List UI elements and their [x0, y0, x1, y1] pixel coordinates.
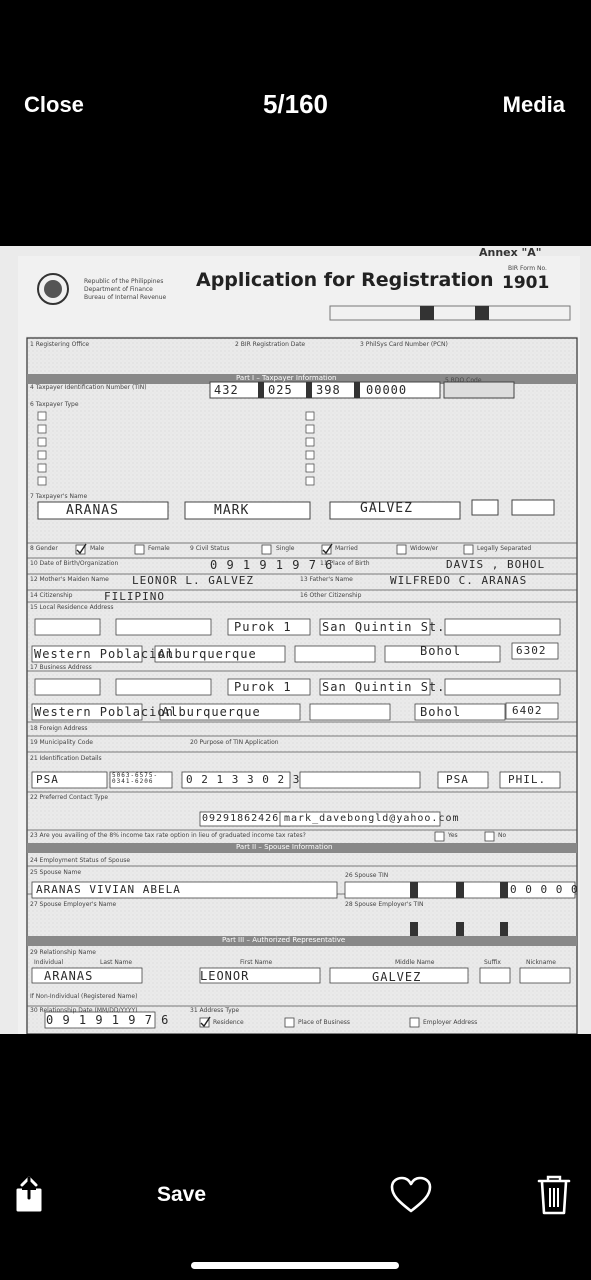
label-female: Female	[148, 545, 170, 552]
viewer-bottom-bar	[0, 1150, 591, 1280]
taxpayer-middle-name: GALVEZ	[360, 501, 413, 516]
rep-middle-name: GALVEZ	[372, 970, 422, 984]
label-taxpayer-name: 7 Taxpayer's Name	[30, 493, 88, 500]
label-municipality-code: 19 Municipality Code	[30, 739, 93, 746]
tin-part-1: 432	[214, 383, 239, 397]
label-employer-address: Employer Address	[423, 1019, 478, 1026]
id-issuer: PSA	[446, 773, 469, 786]
citizenship: FILIPINO	[104, 590, 165, 603]
label-rep-suffix: Suffix	[484, 959, 501, 966]
bus-province: Bohol	[420, 705, 462, 719]
label-registering-office: 1 Registering Office	[30, 341, 90, 348]
label-rdo: 5 RDO Code	[445, 377, 482, 384]
label-foreign-address: 18 Foreign Address	[30, 725, 88, 732]
label-no: No	[498, 832, 507, 839]
tin-part-2: 025	[268, 383, 293, 397]
mother-name: LEONOR L. GALVEZ	[132, 574, 254, 587]
label-single: Single	[276, 545, 295, 552]
id-type: PSA	[36, 773, 59, 786]
share-icon[interactable]	[14, 1174, 44, 1219]
form-number-label: BIR Form No.	[508, 265, 547, 272]
label-non-individual: If Non-Individual (Registered Name)	[30, 993, 138, 1000]
label-birth-date: 10 Date of Birth/Organization	[30, 560, 119, 567]
form-title: Application for Registration	[196, 269, 494, 291]
label-id-details: 21 Identification Details	[30, 755, 102, 762]
label-legally-separated: Legally Separated	[477, 545, 532, 552]
res-subdivision: San Quintin St.	[322, 620, 446, 634]
taxpayer-first-name: MARK	[214, 503, 250, 518]
label-local-address: 15 Local Residence Address	[30, 604, 114, 611]
image-counter: 5/160	[262, 89, 329, 119]
label-married: Married	[335, 545, 358, 552]
id-date: 0 2 1 3 3 0 2 3	[186, 773, 301, 786]
label-relationship-name: 29 Relationship Name	[30, 949, 96, 956]
part3-heading: Part III – Authorized Representative	[222, 936, 346, 944]
res-zip: 6302	[516, 644, 547, 657]
label-male: Male	[90, 545, 105, 552]
birth-date: 0 9 1 9 1 9 7 6	[210, 558, 334, 572]
label-rep-last-name: Last Name	[100, 959, 133, 966]
mobile-number: 09291862426	[202, 813, 280, 824]
birth-place: DAVIS , BOHOL	[446, 558, 546, 571]
bureau-label: Bureau of Internal Revenue	[84, 294, 167, 301]
label-tin: 4 Taxpayer Identification Number (TIN)	[30, 384, 147, 391]
label-relationship-date: 30 Relationship Date (MM/DD/YYYY)	[30, 1007, 138, 1014]
label-taxpayer-type: 6 Taxpayer Type	[30, 401, 79, 408]
label-registration-date: 2 BIR Registration Date	[235, 341, 306, 348]
label-citizenship: 14 Citizenship	[30, 592, 73, 599]
label-spouse-employer: 27 Spouse Employer's Name	[30, 901, 117, 908]
bus-subdivision: San Quintin St.	[322, 680, 446, 694]
label-place-of-business: Place of Business	[298, 1019, 351, 1026]
dept-label: Department of Finance	[84, 286, 153, 293]
label-yes: Yes	[448, 832, 458, 839]
document-photo[interactable]	[0, 246, 591, 1034]
label-pcn: 3 PhilSys Card Number (PCN)	[360, 341, 448, 348]
label-spouse-name: 25 Spouse Name	[30, 869, 82, 876]
rep-last-name: ARANAS	[44, 969, 94, 983]
save-button[interactable]: Save	[157, 1183, 207, 1206]
id-country: PHIL.	[508, 773, 547, 786]
rep-birth-date: 0 9 1 9 1 9 7 6	[46, 1013, 170, 1027]
label-tax-option: 23 Are you availing of the 8% income tax rate option in lieu of graduated income tax rates?	[30, 832, 306, 839]
media-button[interactable]: Media	[502, 92, 565, 117]
email-address: mark_davebongld@yahoo.com	[284, 813, 460, 824]
spouse-tin: 0 0 0 0 0	[510, 883, 579, 896]
bus-zip: 6402	[512, 704, 543, 717]
trash-icon[interactable]	[536, 1174, 572, 1221]
bus-barangay: Western Poblacion	[34, 705, 174, 719]
label-mother-name: 12 Mother's Maiden Name	[30, 576, 109, 583]
label-widow: Widow/er	[410, 545, 439, 552]
annex-label: Annex "A"	[479, 246, 542, 259]
taxpayer-last-name: ARANAS	[66, 503, 119, 518]
label-civil-status: 9 Civil Status	[190, 545, 230, 552]
res-street: Purok 1	[234, 620, 292, 634]
label-birth-place: 11 Place of Birth	[320, 560, 370, 567]
close-button[interactable]: Close	[24, 92, 84, 117]
bus-municipality: Alburquerque	[162, 705, 261, 719]
res-municipality: Alburquerque	[158, 647, 257, 661]
spouse-name: ARANAS VIVIAN ABELA	[36, 883, 181, 896]
part2-heading: Part II – Spouse Information	[236, 843, 333, 851]
label-spouse-employer-tin: 28 Spouse Employer's TIN	[345, 901, 424, 908]
label-father-name: 13 Father's Name	[300, 576, 353, 583]
label-rep-first-name: First Name	[240, 959, 273, 966]
label-residence: Residence	[213, 1019, 244, 1026]
label-spouse-employment: 24 Employment Status of Spouse	[30, 857, 131, 864]
label-business-address: 17 Business Address	[30, 664, 92, 671]
res-province: Bohol	[420, 644, 462, 658]
rep-first-name: LEONOR	[200, 969, 250, 983]
label-other-citizenship: 16 Other Citizenship	[300, 592, 362, 599]
label-contact-type: 22 Preferred Contact Type	[30, 794, 109, 801]
heart-icon[interactable]	[390, 1176, 432, 1219]
label-rep-nickname: Nickname	[526, 959, 556, 966]
label-individual: Individual	[34, 959, 64, 966]
part1-heading: Part I – Taxpayer Information	[236, 374, 337, 382]
home-indicator[interactable]	[191, 1262, 399, 1269]
tin-part-4: 00000	[366, 383, 408, 397]
label-address-type: 31 Address Type	[190, 1007, 240, 1014]
label-rep-middle-name: Middle Name	[395, 959, 435, 966]
label-gender: 8 Gender	[30, 545, 58, 552]
res-barangay: Western Poblacion	[34, 647, 174, 661]
tin-part-3: 398	[316, 383, 341, 397]
republic-label: Republic of the Philippines	[84, 278, 164, 285]
id-number: 5063-6575-0341-6206	[112, 772, 159, 785]
bir-form-document	[0, 246, 591, 1034]
father-name: WILFREDO C. ARANAS	[390, 574, 528, 587]
label-spouse-tin: 26 Spouse TIN	[345, 872, 389, 879]
label-purpose: 20 Purpose of TIN Application	[190, 739, 279, 746]
viewer-top-bar	[0, 0, 591, 210]
bus-street: Purok 1	[234, 680, 292, 694]
form-number: 1901	[502, 273, 550, 293]
form-lines	[0, 246, 591, 1034]
